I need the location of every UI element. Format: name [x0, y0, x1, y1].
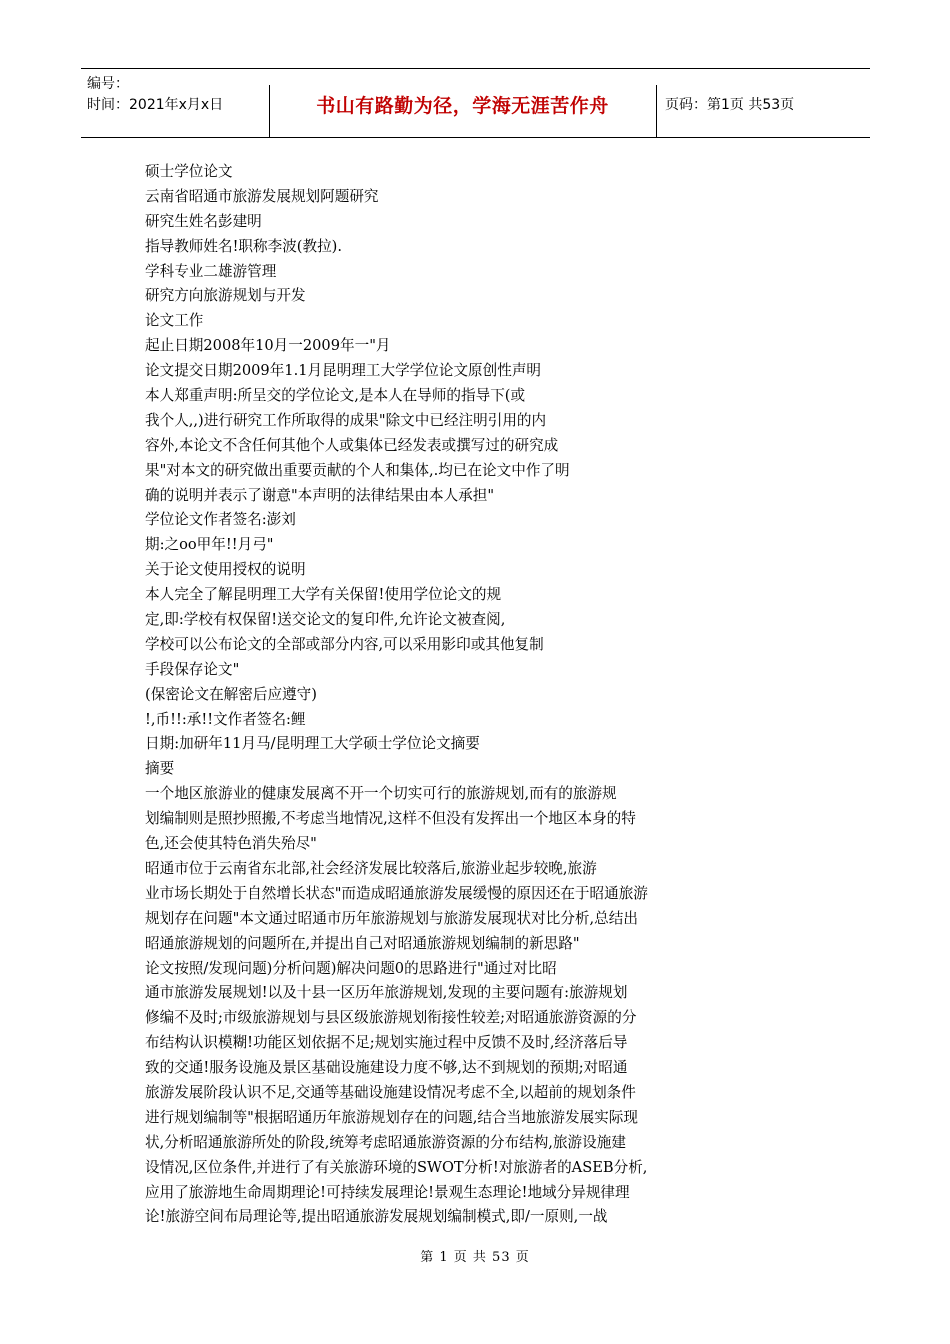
- text-line: 设情况,区位条件,并进行了有关旅游环境的SWOT分析!对旅游者的ASEB分析,: [145, 1158, 648, 1176]
- text-line: !,币!!:承!!文作者签名:鲤: [145, 710, 306, 728]
- page-footer: 第 1 页 共 53 页: [420, 1250, 530, 1265]
- text-line: 云南省昭通市旅游发展规划阿题研究: [145, 187, 379, 205]
- text-line: 色,还会使其特色消失殆尽": [145, 835, 317, 853]
- text-line: 学科专业二雄游管理: [145, 262, 277, 280]
- text-line: 规划存在问题"本文通过昭通市历年旅游规划与旅游发展现状对比分析,总结出: [145, 909, 638, 927]
- text-line: 本人郑重声明:所呈交的学位论文,是本人在导师的指导下(或: [145, 387, 526, 405]
- text-line: 昭通旅游规划的问题所在,并提出自己对昭通旅游规划编制的新思路": [145, 934, 580, 952]
- text-line: 论文工作: [145, 312, 204, 330]
- header-motto: 书山有路勤为径，学海无涯苦作舟: [316, 95, 609, 117]
- text-line: 应用了旅游地生命周期理论!可持续发展理论!景观生态理论!地域分异规律理: [145, 1183, 630, 1201]
- text-line: 致的交通!服务设施及景区基础设施建设力度不够,达不到规划的预期;对昭通: [145, 1059, 628, 1077]
- text-line: 本人完全了解昆明理工大学有关保留!使用学位论文的规: [145, 586, 502, 604]
- text-line: 起止日期2008年10月一2009年一"月: [145, 337, 391, 355]
- document-body: [145, 160, 785, 1230]
- text-line: 硕士学位论文: [145, 163, 233, 180]
- text-line: 布结构认识模糊!功能区划依据不足;规划实施过程中反馈不及时,经济落后导: [145, 1034, 628, 1052]
- text-line: 业市场长期处于自然增长状态"而造成昭通旅游发展缓慢的原因还在于昭通旅游: [145, 884, 648, 902]
- text-line: 果"对本文的研究做出重要贡献的个人和集体,.均已在论文中作了明: [145, 461, 570, 479]
- text-line: 定,即:学校有权保留!送交论文的复印件,允许论文被查阅,: [145, 611, 506, 629]
- document-code-label: 编号：: [87, 76, 129, 92]
- text-line: 手段保存论文": [145, 660, 240, 678]
- text-line: 确的说明并表示了谢意"本声明的法律结果由本人承担": [145, 486, 495, 504]
- text-line: 研究生姓名彭建明: [145, 212, 262, 230]
- text-line: 容外,本论文不含任何其他个人或集体已经发表或撰写过的研究成: [145, 436, 559, 454]
- text-line: 摘要: [145, 760, 175, 778]
- text-line: 通市旅游发展规划!以及十县一区历年旅游规划,发现的主要问题有:旅游规划: [145, 984, 628, 1002]
- document-time-label: 时间：2021年x月x日: [87, 97, 224, 113]
- text-line: 进行规划编制等"根据昭通历年旅游规划存在的问题,结合当地旅游发展实际现: [145, 1108, 638, 1126]
- text-line: (保密论文在解密后应遵守): [145, 685, 317, 703]
- text-line: 划编制则是照抄照搬,不考虑当地情况,这样不但没有发挥出一个地区本身的特: [145, 810, 636, 828]
- text-line: 一个地区旅游业的健康发展离不开一个切实可行的旅游规划,而有的旅游规: [145, 785, 617, 803]
- text-line: 旅游发展阶段认识不足,交通等基础设施建设情况考虑不全,以超前的规划条件: [145, 1083, 636, 1101]
- text-line: 学校可以公布论文的全部或部分内容,可以采用影印或其他复制: [145, 635, 544, 653]
- header-info: [87, 74, 223, 116]
- text-line: 学位论文作者签名:澎刘: [145, 511, 296, 529]
- text-line: 昭通市位于云南省东北部,社会经济发展比较落后,旅游业起步较晚,旅游: [145, 859, 597, 877]
- text-line: 日期:加研年11月马/昆明理工大学硕士学位论文摘要: [145, 735, 480, 753]
- header-divider-right: [656, 85, 657, 137]
- text-line: 论文按照/发现问题)分析问题)解决问题0的思路进行"通过对比昭: [145, 959, 557, 977]
- text-line: 论文提交日期2009年1.1月昆明理工大学学位论文原创性声明: [145, 362, 542, 380]
- text-line: 修编不及时;市级旅游规划与县区级旅游规划衔接性较差;对昭通旅游资源的分: [145, 1009, 637, 1027]
- text-line: 我个人,,)进行研究工作所取得的成果"除文中已经注明引用的内: [145, 411, 547, 429]
- text-line: 关于论文使用授权的说明: [145, 561, 306, 579]
- text-line: 期:之oo甲年!!月弓": [145, 536, 274, 554]
- text-line: 状,分析昭通旅游所处的阶段,统筹考虑昭通旅游资源的分布结构,旅游设施建: [145, 1133, 626, 1151]
- page-header: [81, 68, 870, 138]
- text-line: 指导教师姓名!职称李波(教拉).: [145, 237, 343, 255]
- text-line: 研究方向旅游规划与开发: [145, 287, 306, 305]
- header-page-number: 页码：第1页 共53页: [665, 97, 795, 113]
- text-line: 论!旅游空间布局理论等,提出昭通旅游发展规划编制模式,即/一原则,一战: [145, 1208, 608, 1226]
